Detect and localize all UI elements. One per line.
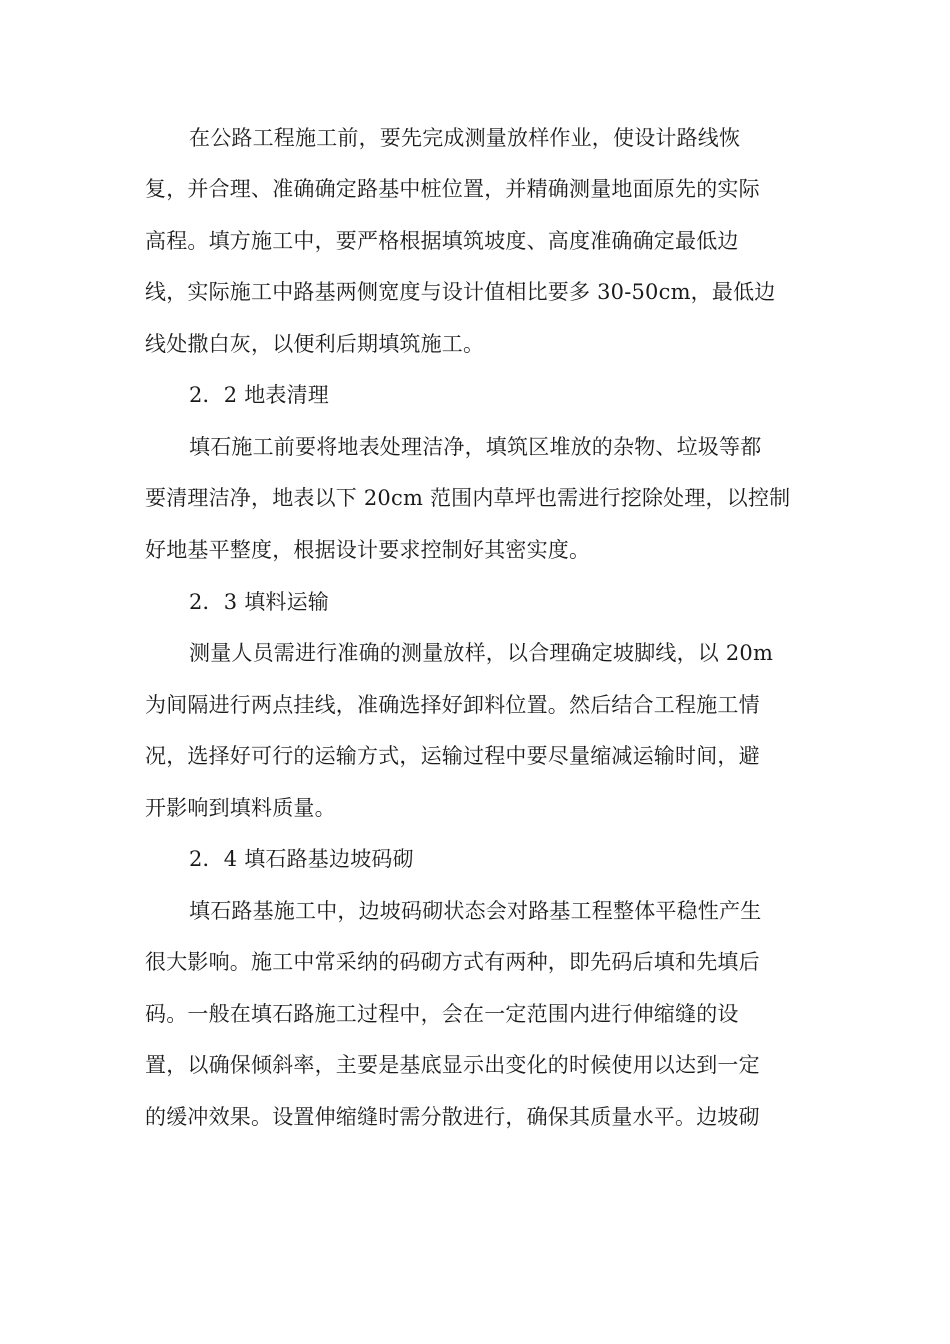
paragraph-2-line-1: 填石施工前要将地表处理洁净，填筑区堆放的杂物、垃圾等都 xyxy=(189,435,762,459)
section-heading-2-3: 2．3 填料运输 xyxy=(189,590,329,614)
paragraph-1-line-2: 复，并合理、准确确定路基中桩位置，并精确测量地面原先的实际 xyxy=(145,177,760,201)
section-heading-2-4: 2．4 填石路基边坡码砌 xyxy=(189,847,414,871)
paragraph-2-line-3: 好地基平整度，根据设计要求控制好其密实度。 xyxy=(145,538,591,562)
paragraph-3-line-1: 测量人员需进行准确的测量放样，以合理确定坡脚线，以 20m xyxy=(189,641,774,665)
paragraph-4-line-2: 很大影响。施工中常采纳的码砌方式有两种，即先码后填和先填后 xyxy=(145,950,760,974)
paragraph-4-line-4: 置，以确保倾斜率，主要是基底显示出变化的时候使用以达到一定 xyxy=(145,1053,760,1077)
paragraph-4-line-5: 的缓冲效果。设置伸缩缝时需分散进行，确保其质量水平。边坡砌 xyxy=(145,1105,760,1129)
paragraph-3-line-3: 况，选择好可行的运输方式，运输过程中要尽量缩减运输时间，避 xyxy=(145,744,760,768)
paragraph-1-line-4: 线，实际施工中路基两侧宽度与设计值相比要多 30-50cm，最低边 xyxy=(145,280,776,304)
paragraph-1-line-3: 高程。填方施工中，要严格根据填筑坡度、高度准确确定最低边 xyxy=(145,229,739,253)
paragraph-4-line-3: 码。一般在填石路施工过程中，会在一定范围内进行伸缩缝的设 xyxy=(145,1002,739,1026)
section-heading-2-2: 2．2 地表清理 xyxy=(189,383,329,407)
paragraph-1-line-1: 在公路工程施工前，要先完成测量放样作业，使设计路线恢 xyxy=(189,126,741,150)
paragraph-3-line-4: 开影响到填料质量。 xyxy=(145,796,336,820)
paragraph-3-line-2: 为间隔进行两点挂线，准确选择好卸料位置。然后结合工程施工情 xyxy=(145,693,760,717)
paragraph-2-line-2: 要清理洁净，地表以下 20cm 范围内草坪也需进行挖除处理，以控制 xyxy=(145,486,791,510)
paragraph-1-line-5: 线处撒白灰，以便利后期填筑施工。 xyxy=(145,332,485,356)
paragraph-4-line-1: 填石路基施工中，边坡码砌状态会对路基工程整体平稳性产生 xyxy=(189,899,762,923)
